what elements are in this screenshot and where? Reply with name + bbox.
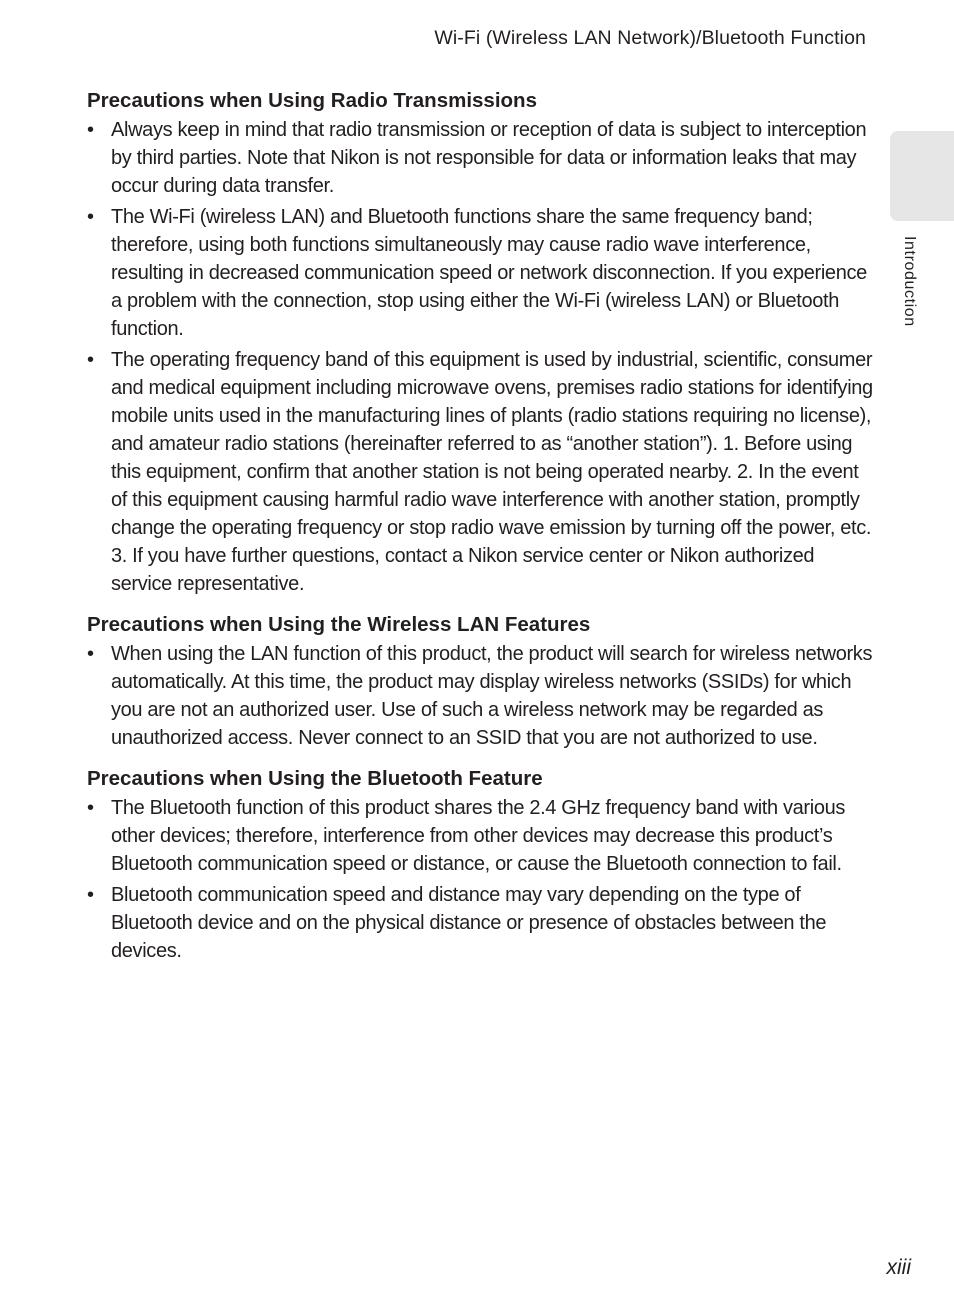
bullet-item <box>87 794 877 878</box>
bullet-list <box>87 794 877 965</box>
section-wireless-lan <box>87 610 877 752</box>
bullet-text: The Wi-Fi (wireless LAN) and Bluetooth functions share the same frequency band; therefore, using both functions simultaneously may cause radio wave interference, resulting in decreased communication speed or network disconnection. If you experience a problem with the connection, stop using either the Wi-Fi (wireless LAN) or Bluetooth function. <box>111 206 867 340</box>
section-heading: Precautions when Using the Wireless LAN Features <box>87 613 591 636</box>
bullet-item <box>87 881 877 965</box>
bullet-text: The Bluetooth function of this product shares the 2.4 GHz frequency band with various other devices; therefore, interference from other devices may decrease this product’s Bluetooth communication speed or distance, or cause the Bluetooth connection to fail. <box>111 797 846 875</box>
page-number: xiii <box>886 1256 911 1279</box>
bullet-item <box>87 640 877 752</box>
page-content <box>87 86 877 977</box>
bullet-icon: • <box>87 119 94 141</box>
section-heading: Precautions when Using Radio Transmissions <box>87 89 537 112</box>
bullet-icon: • <box>87 797 94 819</box>
bullet-icon: • <box>87 884 94 906</box>
bullet-item <box>87 203 877 343</box>
bullet-list <box>87 116 877 598</box>
section-tab-text: Introduction <box>901 236 918 327</box>
running-header: Wi-Fi (Wireless LAN Network)/Bluetooth Function <box>434 27 866 49</box>
section-tab-label <box>896 236 920 346</box>
bullet-text: The operating frequency band of this equipment is used by industrial, scientific, consumer and medical equipment including microwave ovens, premises radio stations for identifying mobile units used in the manufacturing lines of plants (radio stations requiring no license), and amateur radio stations (hereinafter referred to as “another station”). 1. Before using this equipment, confirm that another station is not being operated nearby. 2. In the event of this equipment causing harmful radio wave interference with another station, promptly change the operating frequency or stop radio wave emission by turning off the power, etc. 3. If you have further questions, contact a Nikon service center or Nikon authorized service representative. <box>111 349 873 595</box>
section-tab <box>890 131 954 221</box>
bullet-icon: • <box>87 643 94 665</box>
bullet-list <box>87 640 877 752</box>
section-radio-transmissions <box>87 86 877 598</box>
bullet-text: Always keep in mind that radio transmission or reception of data is subject to interception by third parties. Note that Nikon is not responsible for data or information leaks that may occur during data transfer. <box>111 119 867 197</box>
bullet-icon: • <box>87 206 94 228</box>
bullet-text: Bluetooth communication speed and distance may vary depending on the type of Bluetooth device and on the physical distance or presence of obstacles between the devices. <box>111 884 827 962</box>
bullet-text: When using the LAN function of this product, the product will search for wireless networks automatically. At this time, the product may display wireless networks (SSIDs) for which you are not an authorized user. Use of such a wireless network may be regarded as unauthorized access. Never connect to an SSID that you are not authorized to use. <box>111 643 873 749</box>
section-bluetooth <box>87 764 877 965</box>
bullet-item <box>87 116 877 200</box>
bullet-item <box>87 346 877 598</box>
bullet-icon: • <box>87 349 94 371</box>
section-heading: Precautions when Using the Bluetooth Feature <box>87 767 543 790</box>
